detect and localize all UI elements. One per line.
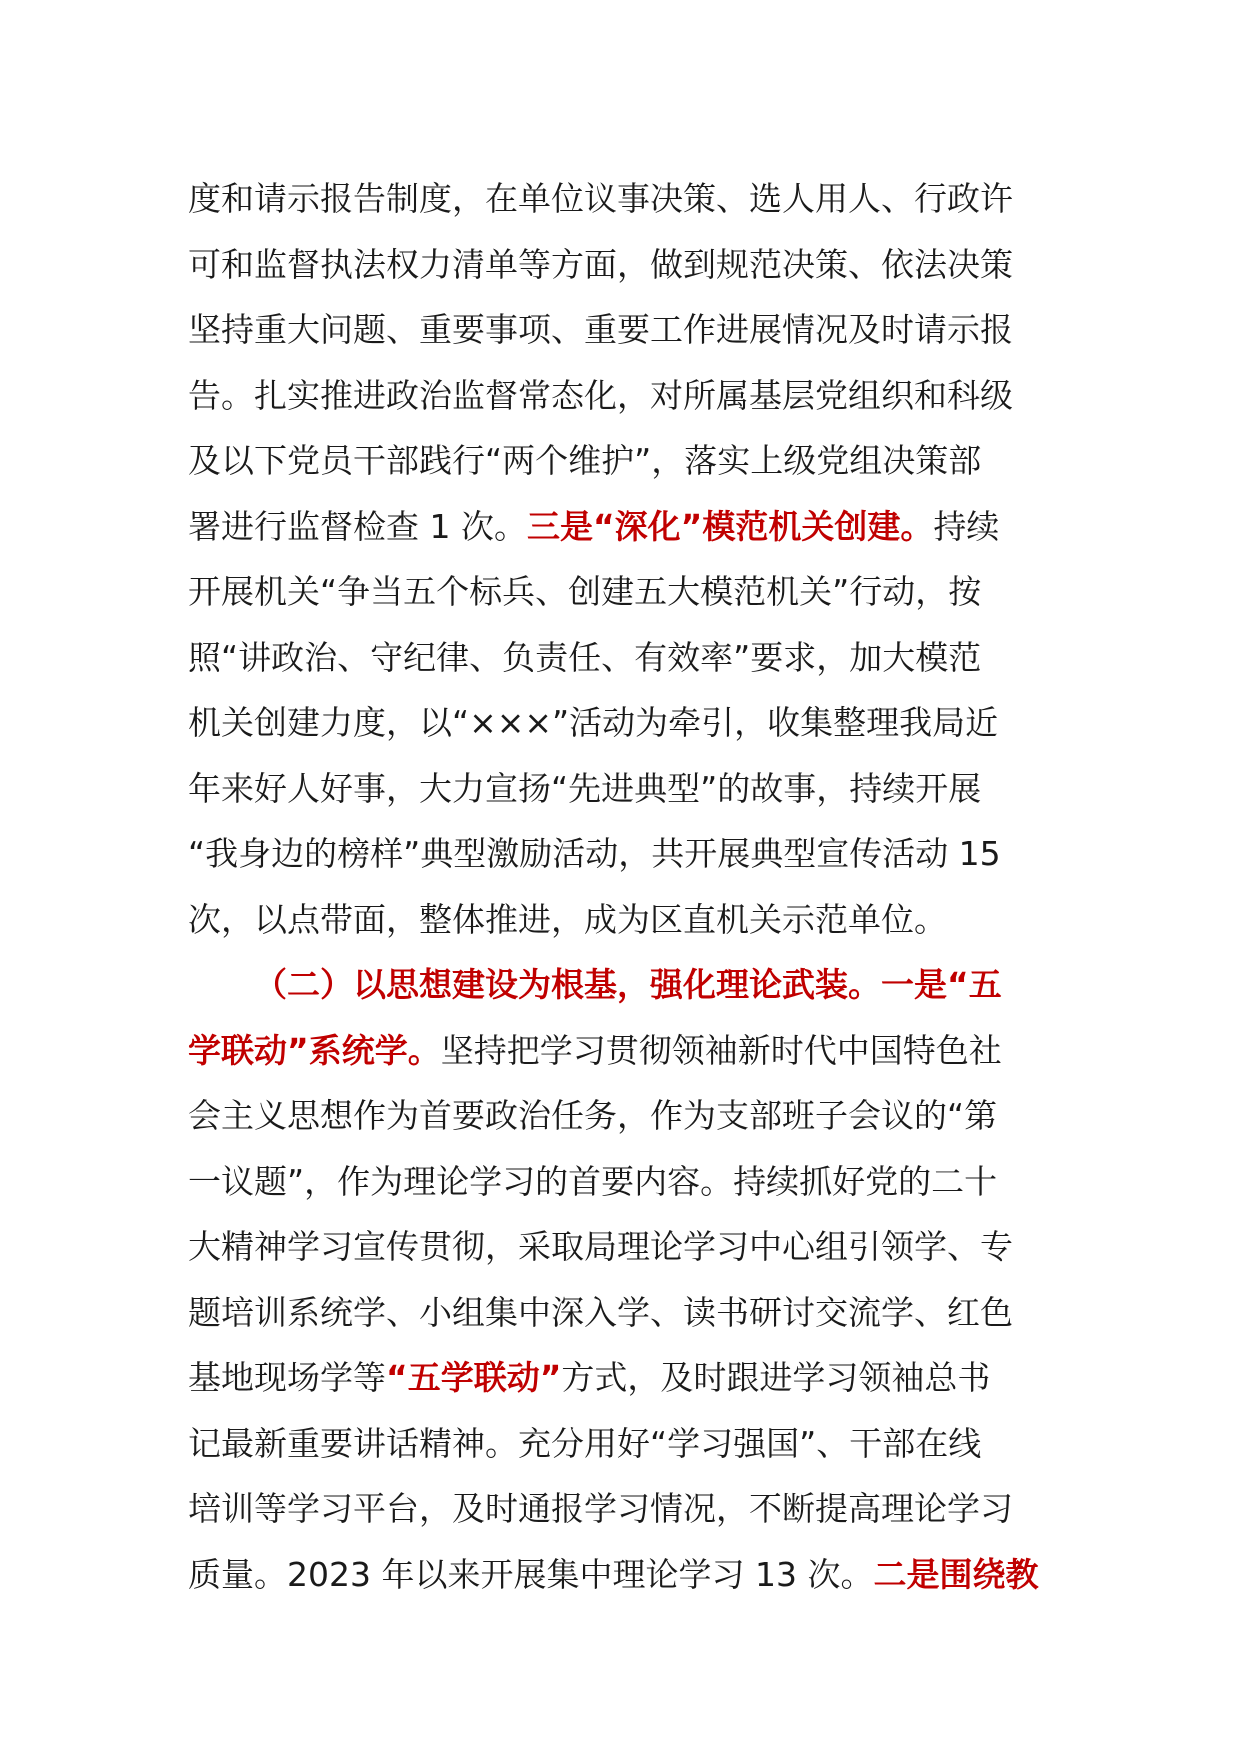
- text-line: [188, 559, 1063, 625]
- text-line: [188, 1083, 1063, 1149]
- body-text: 持续: [933, 506, 1000, 546]
- body-text: 记最新重要讲话精神。充分用好“学习强国”、干部在线: [188, 1423, 982, 1463]
- highlight-text: 三是“深化”模范机关创建。: [526, 506, 934, 546]
- text-line: [188, 690, 1063, 756]
- body-text: 度和请示报告制度，在单位议事决策、选人用人、行政许: [188, 179, 1013, 218]
- highlight-text: 二是围绕教: [873, 1554, 1039, 1594]
- text-line: [188, 625, 1063, 691]
- body-text: 坚持把学习贯彻领袖新时代中国特色社: [440, 1030, 1002, 1070]
- body-text: 照“讲政治、守纪律、负责任、有效率”要求，加大模范: [188, 637, 982, 677]
- body-text: 方式，及时跟进学习领袖总书: [561, 1358, 991, 1397]
- body-text: 一议题”，作为理论学习的首要内容。持续抓好党的二十: [188, 1161, 998, 1201]
- document-body: [188, 166, 1063, 1607]
- highlight-text: “五学联动”: [386, 1358, 562, 1397]
- text-line: [188, 363, 1063, 429]
- body-text: 坚持重大问题、重要事项、重要工作进展情况及时请示报: [188, 310, 1013, 349]
- highlight-text: 学联动”系统学。: [188, 1030, 441, 1070]
- body-text: 及以下党员干部践行“两个维护”，落实上级党组决策部: [188, 441, 982, 480]
- body-text: 机关创建力度，以“×××”活动为牵引，收集整理我局近: [188, 703, 999, 742]
- text-line: [188, 887, 1063, 953]
- body-text: 基地现场学等: [188, 1358, 386, 1397]
- text-line: [188, 821, 1063, 887]
- text-line: [188, 1345, 1063, 1411]
- body-text: 署进行监督检查 1 次。: [188, 506, 527, 546]
- text-line: [188, 1280, 1063, 1346]
- text-line: [188, 1018, 1063, 1084]
- text-line: [188, 1149, 1063, 1215]
- text-line: [188, 756, 1063, 822]
- body-text: “我身边的榜样”典型激励活动，共开展典型宣传活动 15: [188, 834, 1001, 873]
- text-line: [188, 166, 1063, 232]
- text-line: [188, 297, 1063, 363]
- text-line: [188, 494, 1063, 560]
- body-text: 年来好人好事，大力宣扬“先进典型”的故事，持续开展: [188, 768, 982, 808]
- body-text: 会主义思想作为首要政治任务，作为支部班子会议的“第: [188, 1096, 998, 1135]
- text-line: [188, 232, 1063, 298]
- body-text: 质量。2023 年以来开展集中理论学习 13 次。: [188, 1554, 874, 1594]
- text-line: [188, 1411, 1063, 1477]
- body-text: 培训等学习平台，及时通报学习情况，不断提高理论学习: [188, 1489, 1013, 1528]
- text-line: [188, 952, 1063, 1018]
- body-text: 开展机关“争当五个标兵、创建五大模范机关”行动，按: [188, 572, 982, 611]
- body-text: 题培训系统学、小组集中深入学、读书研讨交流学、红色: [188, 1292, 1013, 1332]
- highlight-text: （二）以思想建设为根基，强化理论武装。一是“五: [254, 965, 1002, 1004]
- text-line: [188, 1542, 1063, 1608]
- body-text: 大精神学习宣传贯彻，采取局理论学习中心组引领学、专: [188, 1227, 1013, 1266]
- text-line: [188, 1214, 1063, 1280]
- text-line: [188, 1476, 1063, 1542]
- body-text: 告。扎实推进政治监督常态化，对所属基层党组织和科级: [188, 375, 1013, 415]
- body-text: 次，以点带面，整体推进，成为区直机关示范单位。: [188, 899, 947, 939]
- text-line: [188, 428, 1063, 494]
- body-text: 可和监督执法权力清单等方面，做到规范决策、依法决策: [188, 244, 1013, 284]
